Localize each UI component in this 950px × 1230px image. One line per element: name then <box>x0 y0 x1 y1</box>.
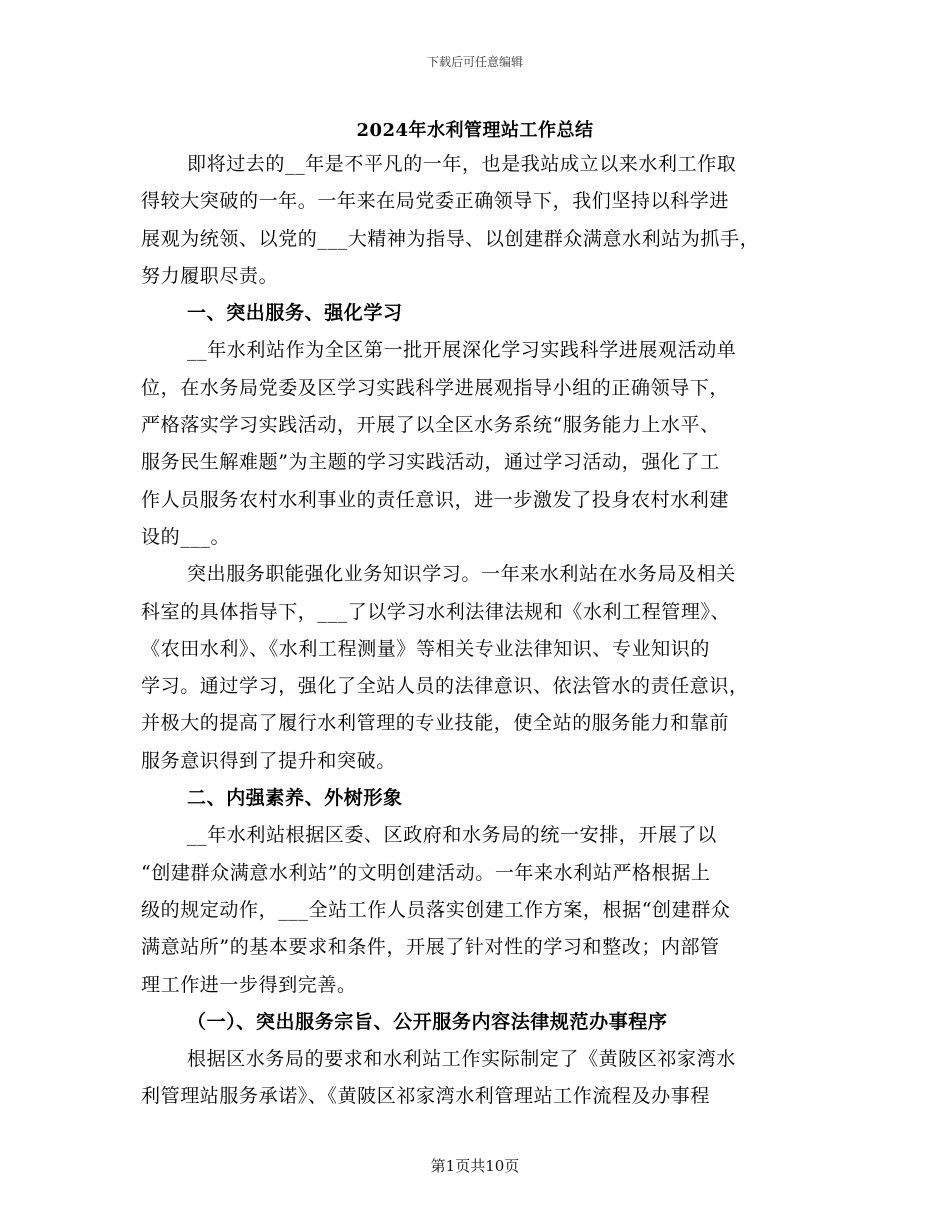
paragraph-line: 《农田水利》、《水利工程测量》等相关专业法律知识、专业知识的 <box>141 637 711 660</box>
paragraph-line: __年水利站根据区委、区政府和水务局的统一安排，开展了以 <box>187 824 717 847</box>
paragraph-line: 努力履职尽责。 <box>141 264 279 287</box>
paragraph-line: __年水利站作为全区第一批开展深化学习实践科学进展观活动单 <box>187 339 737 362</box>
paragraph-line: 科室的具体指导下，___了以学习水利法律法规和《水利工程管理》、 <box>141 600 731 623</box>
paragraph-line: 服务意识得到了提升和突破。 <box>141 749 396 772</box>
paragraph-line: 得较大突破的一年。一年来在局党委正确领导下，我们坚持以科学进 <box>141 190 730 213</box>
document-body <box>141 146 813 1116</box>
page-number: 第1页共10页 <box>430 1157 520 1175</box>
paragraph-line: 利管理站服务承诺》、《黄陂区祁家湾水利管理站工作流程及办事程 <box>141 1085 711 1108</box>
paragraph-line: 设的___。 <box>141 525 231 548</box>
paragraph-line: 作人员服务农村水利事业的责任意识，进一步激发了投身农村水利建 <box>141 488 730 511</box>
paragraph-line: 突出服务职能强化业务知识学习。一年来水利站在水务局及相关 <box>187 563 736 586</box>
paragraph-line: 并极大的提高了履行水利管理的专业技能，使全站的服务能力和靠前 <box>141 712 730 735</box>
paragraph-line: 展观为统领、以党的___大精神为指导、以创建群众满意水利站为抓手， <box>141 227 760 250</box>
paragraph-line: 根据区水务局的要求和水利站工作实际制定了《黄陂区祁家湾水 <box>187 1048 736 1071</box>
paragraph-line: 服务民生解难题”为主题的学习实践活动，通过学习活动，强化了工 <box>141 451 720 474</box>
paragraph-line: 理工作进一步得到完善。 <box>141 973 357 996</box>
section-heading-1: 一、突出服务、强化学习 <box>187 302 403 325</box>
section-heading-2: 二、内强素养、外树形象 <box>187 787 403 810</box>
paragraph-line: 即将过去的__年是不平凡的一年，也是我站成立以来水利工作取 <box>187 153 737 175</box>
paragraph-line: 满意站所”的基本要求和条件，开展了针对性的学习和整改；内部管 <box>141 936 720 959</box>
paragraph-line: 学习。通过学习，强化了全站人员的法律意识、依法管水的责任意识， <box>141 675 749 698</box>
paragraph-line: 严格落实学习实践活动，开展了以全区水务系统“服务能力上水平、 <box>141 414 720 437</box>
header-note: 下载后可任意编辑 <box>426 55 523 69</box>
paragraph-line: 位，在水务局党委及区学习实践科学进展观指导小组的正确领导下， <box>141 376 730 399</box>
paragraph-line: 级的规定动作，___全站工作人员落实创建工作方案，根据“创建群众 <box>141 898 731 921</box>
document-title: 2024年水利管理站工作总结 <box>356 120 594 141</box>
paragraph-line: “创建群众满意水利站”的文明创建活动。一年来水利站严格根据上 <box>141 861 711 884</box>
subsection-heading-1: （一）、突出服务宗旨、公开服务内容法律规范办事程序 <box>187 1010 668 1033</box>
